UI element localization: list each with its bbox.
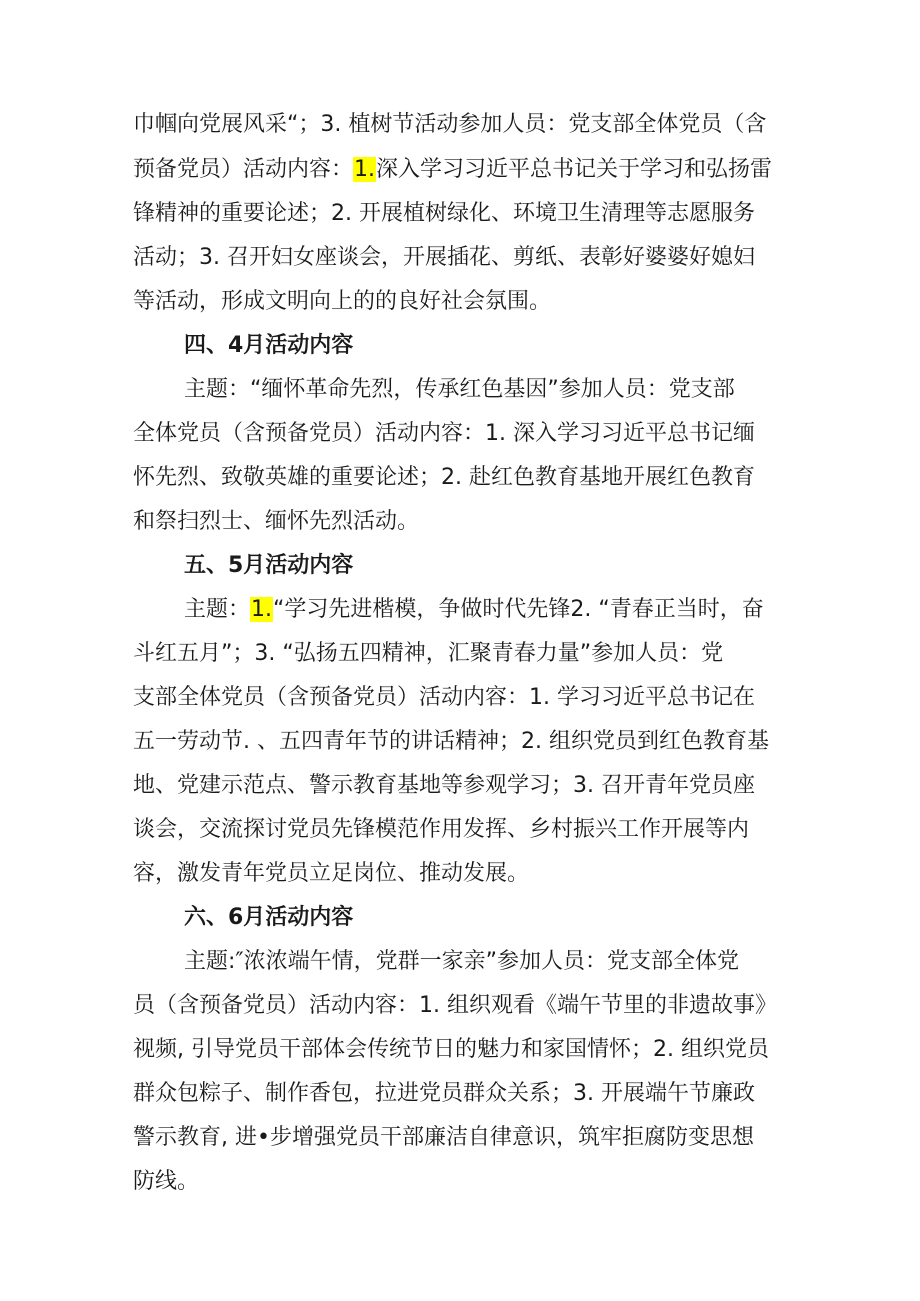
text-segment: 全体党员（含预备党员）活动内容：1. 深入学习习近平总书记缅: [133, 421, 755, 446]
text-line: [184, 940, 739, 984]
text-line: [133, 632, 723, 676]
text-segment: 容，激发青年党员立足岗位、推动发展。: [133, 861, 530, 886]
text-segment: 活动；3. 召开妇女座谈会，开展插花、剪纸、表彰好婆婆好媳妇: [133, 245, 755, 270]
text-segment: 员（含预备党员）活动内容：1. 组织观看《端午节里的非遗故事》: [133, 993, 777, 1018]
text-segment: 谈会，交流探讨党员先锋模范作用发挥、乡村振兴工作开展等内: [133, 817, 750, 842]
text-line: [133, 1116, 754, 1160]
text-line: [133, 676, 755, 720]
text-segment: 巾帼向党展风采“；3. 植树节活动参加人员：党支部全体党员（含: [133, 112, 767, 137]
text-line: [133, 148, 772, 192]
text-segment: “学习先进楷模，争做时代先锋2. “青春正当时，奋: [273, 597, 764, 622]
text-segment: 和祭扫烈士、缅怀先烈活动。: [133, 509, 420, 534]
text-segment: 主题：: [184, 597, 251, 622]
text-segment: 预备党员）活动内容：: [133, 157, 354, 182]
text-line: [184, 588, 764, 632]
text-line: [133, 808, 749, 852]
text-segment: 怀先烈、致敬英雄的重要论述；2. 赴红色教育基地开展红色教育: [133, 465, 755, 490]
text-segment: 防线。: [133, 1169, 200, 1194]
text-segment: 锋精神的重要论述；2. 开展植树绿化、环境卫生清理等志愿服务: [133, 201, 755, 226]
text-segment: 深入学习习近平总书记关于学习和弘扬雷: [376, 157, 773, 182]
text-line: [133, 1072, 755, 1116]
text-line: [133, 852, 529, 896]
text-segment: 支部全体党员（含预备党员）活动内容：1. 学习习近平总书记在: [133, 685, 755, 710]
text-segment: 主题：“缅怀革命先烈，传承红色基因”参加人员：党支部: [184, 377, 735, 402]
text-segment: 五一劳动节. 、五四青年节的讲话精神；2. 组织党员到红色教育基: [133, 729, 769, 754]
text-line: [133, 984, 777, 1028]
text-segment: 群众包粽子、制作香包，拉进党员群众关系；3. 开展端午节廉政: [133, 1081, 755, 1106]
text-line: [133, 192, 755, 236]
text-segment: 斗红五月”；3. “弘扬五四精神，汇聚青春力量”参加人员：党: [133, 641, 724, 666]
text-line: [133, 103, 766, 147]
text-line: [133, 456, 755, 500]
highlighted-text: 1.: [251, 597, 273, 622]
text-line: [133, 1028, 769, 1072]
text-segment: 主题:″浓浓端午情，党群一家亲”参加人员：党支部全体党: [184, 949, 740, 974]
section-heading-june: 六、6月活动内容: [184, 905, 354, 930]
text-segment: 等活动，形成文明向上的的良好社会氛围。: [133, 289, 552, 314]
section-heading-may: 五、5月活动内容: [184, 553, 354, 578]
text-line: [133, 412, 755, 456]
text-segment: 地、党建示范点、警示教育基地等参观学习；3. 召开青年党员座: [133, 773, 755, 798]
section-heading-april: 四、4月活动内容: [184, 333, 354, 358]
text-segment: 警示教育, 进•步增强党员干部廉洁自律意识，筑牢拒腐防变思想: [133, 1125, 754, 1150]
text-line: [133, 500, 419, 544]
text-line: [133, 764, 755, 808]
text-line: [133, 236, 755, 280]
text-line: [133, 720, 769, 764]
text-line: [184, 368, 735, 412]
text-line: [133, 1160, 199, 1204]
text-line: [133, 280, 551, 324]
highlighted-text: 1.: [354, 157, 376, 182]
text-segment: 视频, 引导党员干部体会传统节日的魅力和家国情怀；2. 组织党员: [133, 1037, 769, 1062]
